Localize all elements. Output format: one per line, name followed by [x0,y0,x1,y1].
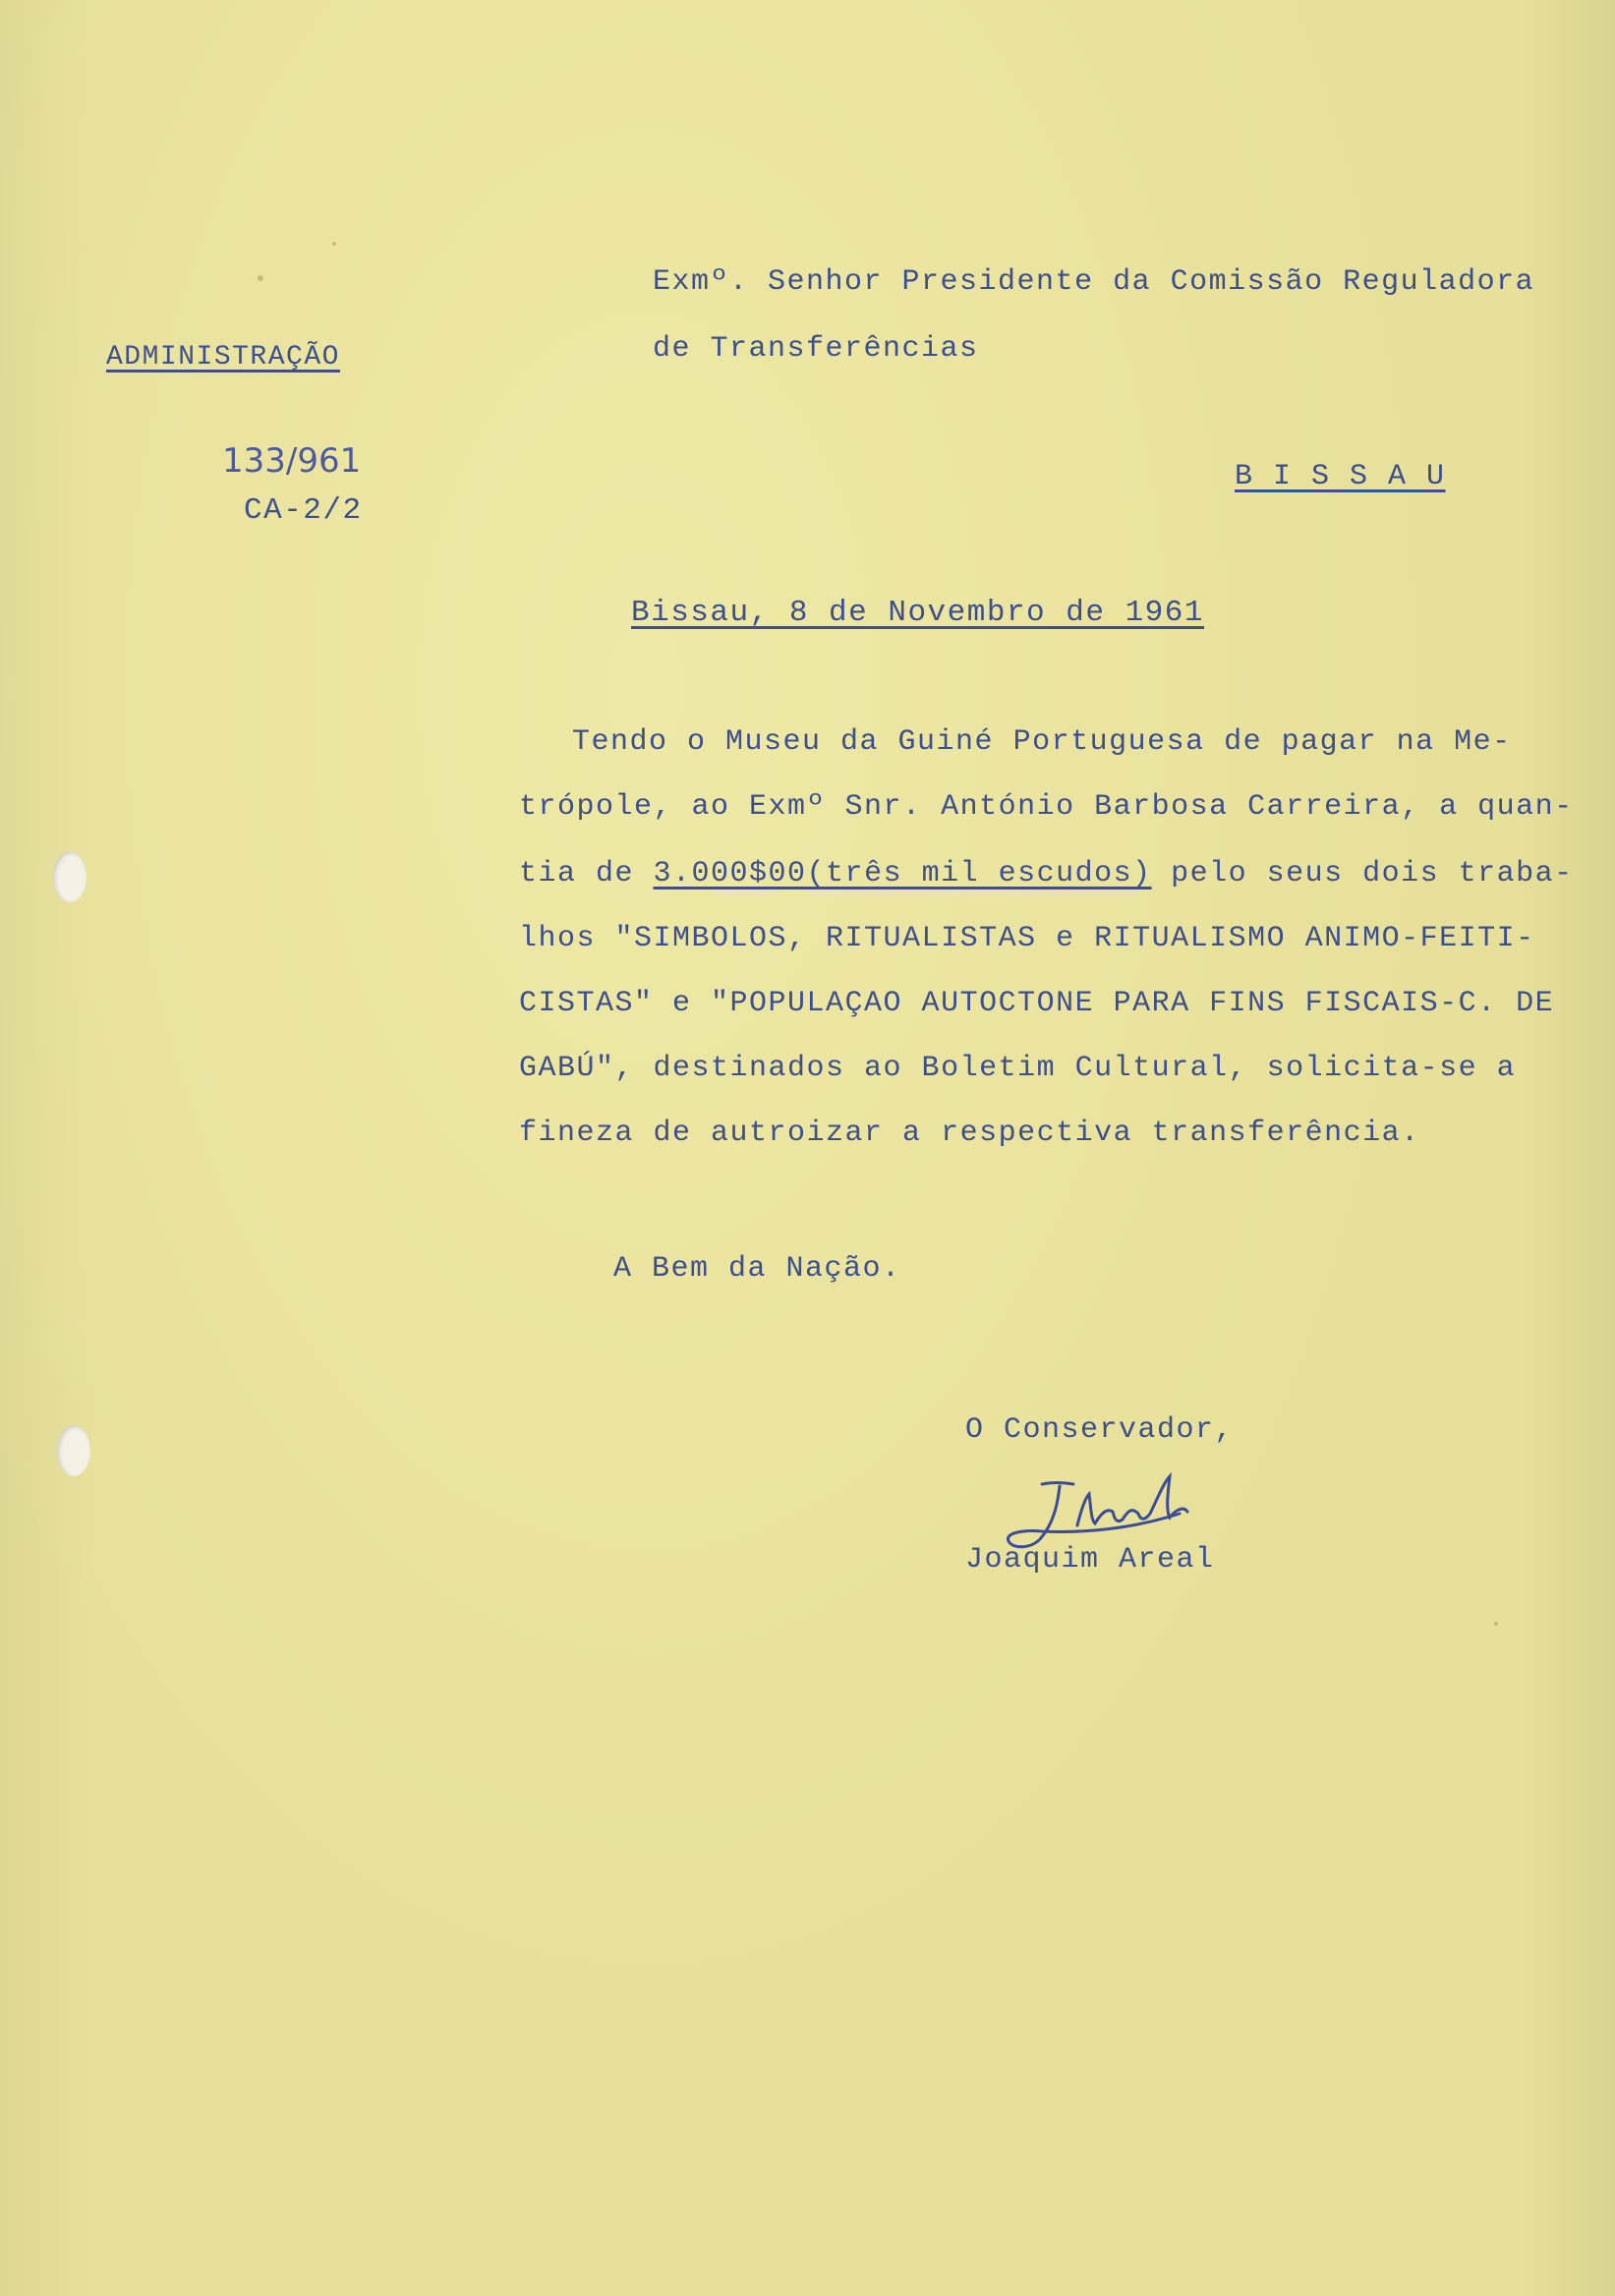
payment-amount: 3.000$00(três mil escudos) [653,857,1152,890]
closing-line: A Bem da Nação. [613,1252,901,1286]
body-line-6: GABÚ", destinados ao Boletim Cultural, solicita-se a [519,1052,1517,1085]
body-line-5: CISTAS" e "POPULAÇAO AUTOCTONE PARA FINS FISCAIS-C. DE [519,987,1555,1020]
body-line-3 [519,859,1574,889]
body-line-3-end: pelo seus dois traba- [1151,857,1574,890]
paper-speck [1494,1622,1498,1626]
date-line: Bissau, 8 de Novembro de 1961 [631,596,1204,630]
paper-speck [258,275,263,281]
punch-hole-top [53,851,87,902]
department-label: ADMINISTRAÇÃO [106,342,340,373]
body-line-7: fineza de autroizar a respectiva transferência. [519,1117,1420,1150]
recipient-line-2: de Transferências [653,332,979,366]
recipient-city: B I S S A U [1235,460,1446,493]
body-line-4: lhos "SIMBOLOS, RITUALISTAS e RITUALISMO ANIMO-FEITI- [519,922,1535,955]
signatory-title: O Conservador, [965,1413,1235,1447]
signatory-name: Joaquim Areal [965,1543,1215,1577]
paper-speck [332,242,336,246]
body-line-1: Tendo o Museu da Guiné Portuguesa de pagar na Me- [572,725,1512,759]
body-line-2: trópole, ao Exmº Snr. António Barbosa Carreira, a quan- [519,790,1574,824]
reference-number: 133/961 [222,441,362,481]
reference-code: CA-2/2 [244,493,363,528]
recipient-line-1: Exmº. Senhor Presidente da Comissão Reguladora [653,265,1535,299]
body-line-3-start: tia de [519,857,654,890]
punch-hole-bottom [57,1425,90,1476]
